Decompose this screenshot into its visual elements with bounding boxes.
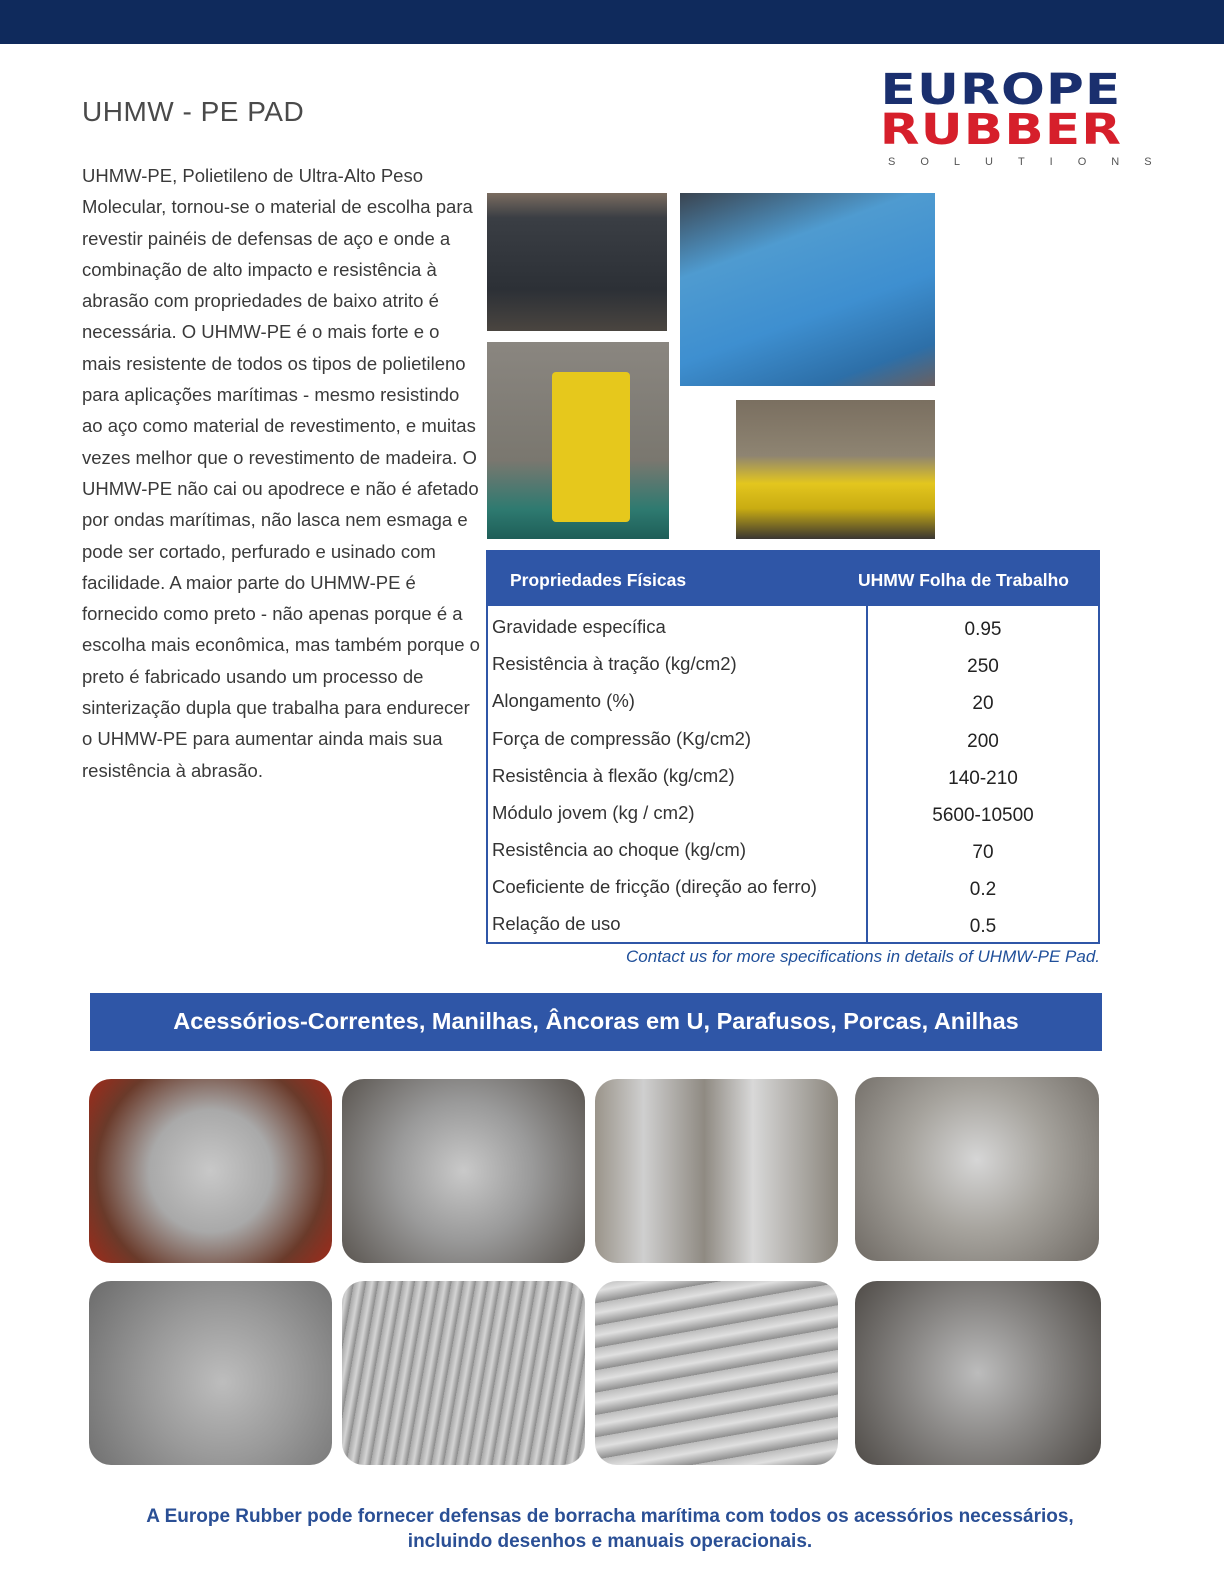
property-value: 0.5 xyxy=(969,916,997,937)
logo-line-europe: EUROPE xyxy=(880,65,1122,115)
anchor-bolt-accessory-photo xyxy=(855,1077,1099,1261)
accessories-banner xyxy=(90,993,1102,1051)
yellow-uhmw-pad-photo xyxy=(736,400,935,539)
property-name: Resistência à flexão (kg/cm2) xyxy=(492,765,735,786)
property-value: 200 xyxy=(967,731,999,752)
property-name: Resistência ao choque (kg/cm) xyxy=(492,839,746,860)
property-value: 5600-10500 xyxy=(932,805,1034,826)
accessories-banner-text: Acessórios-Correntes, Manilhas, Âncoras em U, Parafusos, Porcas, Anilhas xyxy=(173,1008,1019,1034)
footer-line-2: incluindo desenhos e manuais operacionais. xyxy=(407,1531,813,1552)
bolt-nut-accessory-photo xyxy=(595,1281,838,1465)
blue-uhmw-pad-photo xyxy=(680,193,935,386)
chain-accessory-photo xyxy=(89,1079,332,1263)
black-uhmw-pad-photo xyxy=(487,193,667,331)
property-value: 0.2 xyxy=(969,879,997,900)
table-row xyxy=(488,876,1098,913)
footer-note xyxy=(100,1504,1120,1554)
yellow-fender-panel-photo xyxy=(487,342,669,539)
top-bar xyxy=(0,0,1224,44)
property-name: Alongamento (%) xyxy=(492,690,635,711)
intro-paragraph: UHMW-PE, Polietileno de Ultra-Alto Peso Molecular, tornou-se o material de escolha para revestir painéis de defensas de aço e onde a combinação de alto impacto e resistência à abrasão com propriedades de baixo atrito é necessária. O UHMW-PE é o mais forte e o mais resistente de todos os tipos de polietileno para aplicações marítimas - mesmo resistindo ao aço como material de revestimento, e muitas vezes melhor que o revestimento de madeira. O UHMW-PE não cai ou apodrece e não é afetado por ondas marítimas, não lasca nem esmaga e pode ser cortado, perfurado e usinado com facilidade. A maior parte do UHMW-PE é fornecido como preto - não apenas porque é a escolha mais econômica, mas também porque o preto é fabricado usando um processo de sinterização dupla que trabalha para endurecer o UHMW-PE para aumentar ainda mais sua resistência à abrasão. xyxy=(82,165,480,781)
table-row xyxy=(488,616,1098,653)
logo-line-rubber: RUBBER xyxy=(879,105,1123,155)
header-property: Propriedades Físicas xyxy=(510,570,687,590)
table-row xyxy=(488,802,1098,839)
logo-line-solutions: SOLUTIONS xyxy=(888,156,1177,168)
washer-accessory-photo xyxy=(89,1281,332,1465)
table-row xyxy=(488,653,1098,690)
header-value: UHMW Folha de Trabalho xyxy=(858,570,1069,590)
europe-rubber-logo xyxy=(870,65,1177,168)
property-value: 250 xyxy=(967,656,999,677)
table-row xyxy=(488,728,1098,765)
contact-note: Contact us for more specifications in details of UHMW-PE Pad. xyxy=(626,947,1100,966)
mixed-bolt-accessory-photo xyxy=(855,1281,1101,1465)
property-value: 0.95 xyxy=(964,619,1002,640)
property-name: Coeficiente de fricção (direção ao ferro) xyxy=(492,876,817,897)
property-value: 20 xyxy=(972,693,994,714)
property-value: 70 xyxy=(972,842,994,863)
yellow-panel-shape xyxy=(552,372,630,522)
chain-bundle-accessory-photo xyxy=(342,1281,585,1465)
property-name: Relação de uso xyxy=(492,913,621,934)
u-anchor-accessory-photo xyxy=(342,1079,585,1263)
property-name: Força de compressão (Kg/cm2) xyxy=(492,728,752,749)
table-row xyxy=(488,765,1098,802)
page-title: UHMW - PE PAD xyxy=(82,96,305,127)
footer-line-1: A Europe Rubber pode fornecer defensas de borracha marítima com todos os acessórios necessários, xyxy=(146,1506,1074,1527)
property-value: 140-210 xyxy=(948,768,1018,789)
property-name: Gravidade específica xyxy=(492,616,666,637)
table-row xyxy=(488,913,1098,950)
table-row xyxy=(488,690,1098,727)
table-row xyxy=(488,839,1098,876)
u-bolt-accessory-photo xyxy=(595,1079,838,1263)
table-header xyxy=(488,552,1098,606)
property-name: Módulo jovem (kg / cm2) xyxy=(492,802,695,823)
property-name: Resistência à tração (kg/cm2) xyxy=(492,653,737,674)
properties-table xyxy=(486,550,1100,944)
